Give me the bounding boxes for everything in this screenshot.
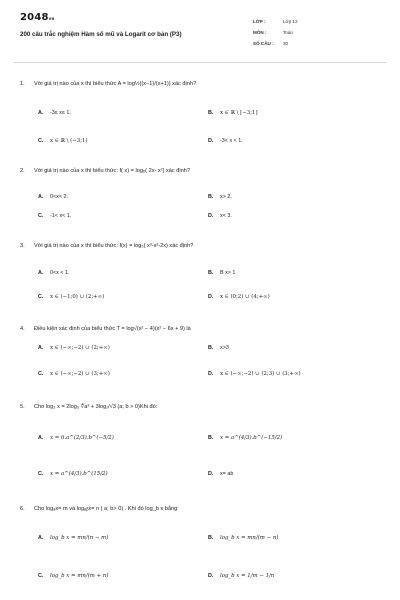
logo-text: 2048	[20, 12, 49, 23]
option-letter: C.	[38, 294, 44, 300]
meta-row-count	[253, 38, 388, 49]
question-4	[20, 325, 392, 377]
site-logo	[20, 12, 55, 23]
question-number: 1.	[20, 81, 25, 87]
question-text: Với giá trị nào của x thì biểu thức: f( x) = log₆( 2x- x²) xác định?	[34, 168, 190, 174]
question-6	[20, 505, 392, 579]
option-text: 0<x < 1.	[50, 270, 70, 276]
option-text: x = a^(4/3).b^(−15/2)	[220, 435, 283, 441]
option-letter: B.	[208, 345, 214, 351]
option-a[interactable]	[38, 110, 208, 116]
option-c[interactable]	[38, 471, 208, 477]
option-c[interactable]	[38, 294, 208, 300]
option-a[interactable]	[38, 345, 208, 351]
option-row	[38, 573, 378, 579]
option-b[interactable]	[208, 194, 378, 200]
option-b[interactable]	[208, 110, 378, 116]
option-text: x ∈ (0;2) ∪ (4;+∞)	[220, 294, 270, 300]
meta-row-subject	[253, 27, 388, 38]
option-text: x>3	[220, 345, 229, 351]
option-text: B x> 1	[220, 270, 236, 276]
option-letter: A.	[38, 110, 44, 116]
option-letter: A.	[38, 345, 44, 351]
option-a[interactable]	[38, 535, 208, 541]
question-stem	[20, 403, 392, 411]
option-c[interactable]	[38, 138, 208, 144]
option-letter: B.	[208, 110, 214, 116]
meta-key: SỐ CÂU :	[253, 41, 274, 46]
option-text: log_b x = 1/m − 1/n	[220, 573, 275, 579]
question-stem	[20, 505, 392, 513]
question-2	[20, 167, 392, 219]
option-d[interactable]	[208, 294, 378, 300]
option-text: x< 3.	[220, 213, 232, 219]
option-letter: D.	[208, 471, 214, 477]
question-number: 6.	[20, 506, 25, 512]
option-letter: B.	[208, 535, 214, 541]
option-row	[38, 194, 378, 200]
question-stem	[20, 242, 392, 250]
option-text: log_b x = mn/(m − n)	[220, 535, 279, 541]
option-letter: A.	[38, 194, 44, 200]
option-b[interactable]	[208, 270, 378, 276]
question-5	[20, 403, 392, 477]
question-text: Với giá trị nào của x thì biểu thức A = log½((x−1)/(x+1)) xác định?	[34, 81, 197, 87]
option-text: x ∈ (−∞;−2) ∪ (3;+∞)	[50, 371, 110, 377]
meta-value: Lớp 12	[283, 19, 298, 24]
meta-row-class	[253, 16, 388, 27]
meta-value: 30	[283, 41, 289, 46]
option-text: -3≤ x≤ 1.	[50, 110, 71, 116]
option-a[interactable]	[38, 435, 208, 441]
option-letter: D.	[208, 573, 214, 579]
option-letter: D.	[208, 213, 214, 219]
question-text: Cho log₃ x = 2log₃ ∜a³ + 3log₁/√3 (a; b > 0)Khi đó:	[34, 404, 158, 410]
option-text: log_b x = mn/(m + n)	[50, 573, 109, 579]
option-text: x ∈ (−1;0) ∪ (2;+∞)	[50, 294, 105, 300]
question-stem	[20, 80, 392, 88]
option-letter: C.	[38, 138, 44, 144]
option-letter: A.	[38, 535, 44, 541]
meta-panel	[253, 16, 388, 49]
option-letter: B.	[208, 435, 214, 441]
option-letter: C.	[38, 573, 44, 579]
option-row	[38, 213, 378, 219]
option-text: x = 6.a^(2/3).b^(−5/2)	[50, 435, 114, 441]
option-text: x= ab	[220, 471, 234, 477]
option-d[interactable]	[208, 138, 378, 144]
option-text: x ∈ ℝ \ [−3;1]	[220, 110, 258, 116]
question-number: 2.	[20, 168, 25, 174]
option-c[interactable]	[38, 371, 208, 377]
option-b[interactable]	[208, 345, 378, 351]
option-c[interactable]	[38, 573, 208, 579]
option-a[interactable]	[38, 194, 208, 200]
option-d[interactable]	[208, 471, 378, 477]
option-letter: B.	[208, 270, 214, 276]
option-text: 0<x< 2.	[50, 194, 68, 200]
option-row	[38, 294, 378, 300]
option-c[interactable]	[38, 213, 208, 219]
meta-key: LỚP :	[253, 19, 266, 24]
question-3	[20, 242, 392, 300]
meta-value: Toán	[283, 30, 293, 35]
option-letter: D.	[208, 294, 214, 300]
option-row	[38, 535, 378, 541]
option-row	[38, 371, 378, 377]
option-letter: C.	[38, 371, 44, 377]
option-a[interactable]	[38, 270, 208, 276]
option-row	[38, 138, 378, 144]
question-text: Cho logₐx= m và logₐᵦx= n ( a; b> 0) . Khi đó log_b x bằng	[34, 506, 178, 512]
option-letter: A.	[38, 270, 44, 276]
question-text: Điều kiện xác định của biểu thức T = log√(x² − 4)(x² − 6x + 9) là	[34, 326, 191, 332]
option-text: x ∈ (−∞;−2) ∪ (2;+∞)	[50, 345, 110, 351]
option-row	[38, 471, 378, 477]
meta-key: MÔN :	[253, 30, 267, 35]
question-1	[20, 80, 392, 144]
option-d[interactable]	[208, 573, 378, 579]
option-text: -3< x < 1.	[220, 138, 243, 144]
option-text: x ∈ ℝ \ (−3;1)	[50, 138, 88, 144]
option-letter: C.	[38, 471, 44, 477]
option-text: x> 2.	[220, 194, 232, 200]
question-number: 5.	[20, 404, 25, 410]
document-title: 200 câu trắc nghiệm Hàm số mũ và Logarit cơ bản (P3)	[20, 31, 182, 38]
option-row	[38, 435, 378, 441]
question-number: 3.	[20, 243, 25, 249]
option-text: -1< x< 1.	[50, 213, 72, 219]
option-b[interactable]	[208, 535, 378, 541]
option-letter: A.	[38, 435, 44, 441]
logo-suffix: vn	[48, 16, 55, 21]
option-row	[38, 110, 378, 116]
option-b[interactable]	[208, 435, 378, 441]
option-letter: C.	[38, 213, 44, 219]
question-stem	[20, 167, 392, 175]
option-letter: B.	[208, 194, 214, 200]
option-text: log_b x = mn/(n − m)	[50, 535, 109, 541]
option-d[interactable]	[208, 213, 378, 219]
option-letter: D.	[208, 138, 214, 144]
option-row	[38, 345, 378, 351]
option-text: x ∈ (−∞;−2) ∪ (2;3) ∪ (3;+∞)	[220, 371, 301, 377]
question-text: Với giá trị nào của x thì biểu thức: f(x) = log₅( x³-x²-2x) xác định?	[34, 243, 194, 249]
option-row	[38, 270, 378, 276]
question-number: 4.	[20, 326, 25, 332]
option-text: x = a^(4/3).b^(15/2)	[50, 471, 108, 477]
option-d[interactable]	[208, 371, 378, 377]
question-stem	[20, 325, 392, 333]
header-divider	[14, 62, 386, 63]
option-letter: D.	[208, 371, 214, 377]
